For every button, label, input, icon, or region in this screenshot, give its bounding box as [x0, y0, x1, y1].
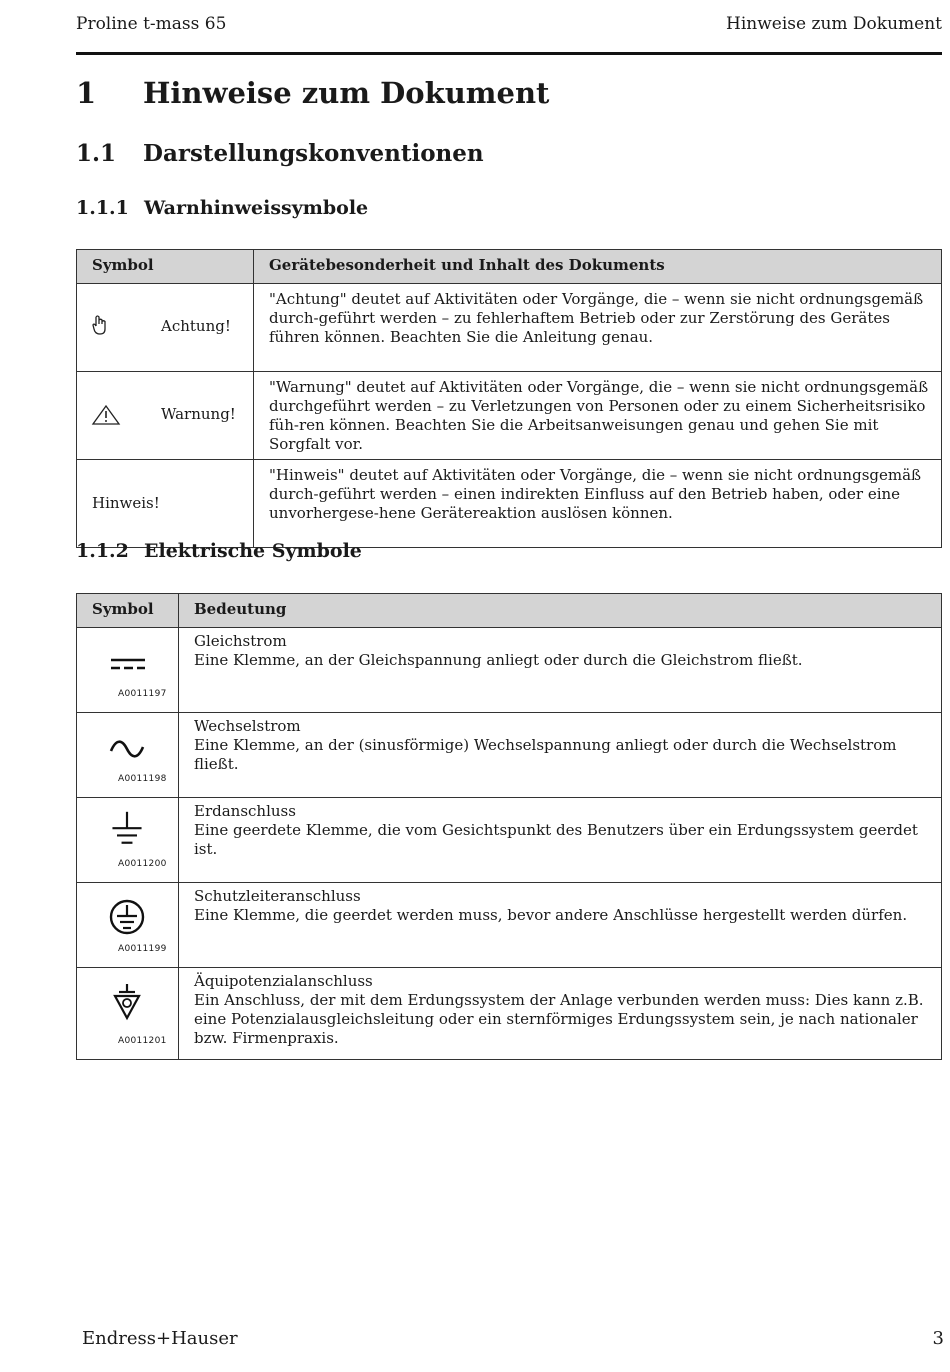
protective-earth-icon — [107, 897, 147, 937]
warning-triangle-icon — [91, 404, 121, 426]
column-header-content: Gerätebesonderheit und Inhalt des Dokuments — [254, 250, 942, 284]
symbol-description: Ein Anschluss, der mit dem Erdungssystem der Anlage verbunden werden muss: Dies kann z.B. eine Potenzialausgleichsleitung oder ein sternförmiges Erdungssystem sein, je nach nationaler bzw. Firmenpraxis. — [194, 991, 924, 1047]
symbol-cell — [77, 713, 179, 798]
page-number: 3 — [932, 1328, 944, 1349]
table-row — [77, 372, 942, 460]
figure-code: A0011199 — [118, 944, 167, 954]
description-cell — [179, 798, 942, 883]
description-cell — [179, 883, 942, 968]
subsection-number: 1.1.1 — [76, 197, 129, 219]
subsection-title: Warnhinweissymbole — [144, 197, 369, 219]
figure-code: A0011198 — [118, 774, 167, 784]
symbol-title: Schutzleiteranschluss — [194, 887, 361, 905]
electrical-symbols-table — [76, 593, 942, 1060]
symbol-title: Wechselstrom — [194, 717, 301, 735]
alternating-current-icon — [107, 729, 147, 769]
column-header-symbol: Symbol — [77, 250, 254, 284]
symbol-description: Eine geerdete Klemme, die vom Gesichtspunkt des Benutzers über ein Erdungssystem geerdet ist. — [194, 821, 918, 858]
table-row — [77, 968, 942, 1060]
column-header-meaning: Bedeutung — [179, 594, 942, 628]
chapter-title: Hinweise zum Dokument — [143, 76, 550, 110]
symbol-title: Erdanschluss — [194, 802, 296, 820]
subsection-heading-warnings — [76, 197, 368, 219]
table-header-row — [77, 250, 942, 284]
chapter-heading — [76, 76, 549, 110]
footer-brand: Endress+Hauser — [82, 1328, 238, 1349]
symbol-cell — [77, 628, 179, 713]
symbol-cell — [77, 460, 254, 548]
symbol-cell — [77, 284, 254, 372]
subsection-number: 1.1.2 — [76, 540, 129, 562]
description-cell: "Warnung" deutet auf Aktivitäten oder Vorgänge, die – wenn sie nicht ordnungsgemäß durchgeführt werden – zu Verletzungen von Personen oder zu einem Sicherheitsrisiko füh-ren können. Beachten Sie die Arbeitsanweisungen genau und gehen Sie mit Sorgfalt vor. — [254, 372, 942, 460]
table-header-row — [77, 594, 942, 628]
table-row — [77, 883, 942, 968]
symbol-title: Gleichstrom — [194, 632, 287, 650]
header-chapter-title: Hinweise zum Dokument — [726, 14, 942, 34]
symbol-label: Hinweis! — [92, 494, 160, 512]
table-row — [77, 284, 942, 372]
figure-code: A0011200 — [118, 859, 167, 869]
table-row — [77, 713, 942, 798]
hand-icon — [90, 314, 110, 336]
symbol-cell — [77, 968, 179, 1060]
subsection-title: Elektrische Symbole — [144, 540, 362, 562]
description-cell — [179, 713, 942, 798]
symbol-cell — [77, 372, 254, 460]
table-row — [77, 798, 942, 883]
warning-symbols-table — [76, 249, 942, 548]
table-row — [77, 460, 942, 548]
section-heading — [76, 140, 484, 167]
ground-icon — [107, 810, 147, 850]
symbol-cell — [77, 798, 179, 883]
symbol-title: Äquipotenzialanschluss — [194, 972, 373, 990]
column-header-symbol: Symbol — [77, 594, 179, 628]
description-cell: "Hinweis" deutet auf Aktivitäten oder Vorgänge, die – wenn sie nicht ordnungsgemäß durch-geführt werden – einen indirekten Einfluss auf den Betrieb haben, oder eine unvorhergese-hene Gerätereaktion auslösen können. — [254, 460, 942, 548]
header-product-name: Proline t-mass 65 — [76, 14, 227, 34]
symbol-label: Achtung! — [161, 317, 231, 335]
symbol-cell — [77, 883, 179, 968]
equipotential-icon — [107, 982, 147, 1022]
symbol-description: Eine Klemme, an der (sinusförmige) Wechselspannung anliegt oder durch die Wechselstrom fließt. — [194, 736, 897, 773]
symbol-label: Warnung! — [161, 405, 236, 423]
description-cell: "Achtung" deutet auf Aktivitäten oder Vorgänge, die – wenn sie nicht ordnungsgemäß durch-geführt werden – zu fehlerhaftem Betrieb oder zur Zerstörung des Gerätes führen können. Beachten Sie die Anleitung genau. — [254, 284, 942, 372]
symbol-description: Eine Klemme, die geerdet werden muss, bevor andere Anschlüsse hergestellt werden dürfen. — [194, 906, 908, 924]
table-row — [77, 628, 942, 713]
direct-current-icon — [107, 644, 147, 684]
page-header — [76, 12, 942, 55]
figure-code: A0011201 — [118, 1036, 167, 1046]
section-title: Darstellungskonventionen — [143, 140, 484, 167]
symbol-description: Eine Klemme, an der Gleichspannung anliegt oder durch die Gleichstrom fließt. — [194, 651, 803, 669]
subsection-heading-electrical — [76, 540, 362, 562]
description-cell — [179, 628, 942, 713]
description-cell — [179, 968, 942, 1060]
chapter-number: 1 — [76, 76, 97, 110]
section-number: 1.1 — [76, 140, 117, 167]
figure-code: A0011197 — [118, 689, 167, 699]
